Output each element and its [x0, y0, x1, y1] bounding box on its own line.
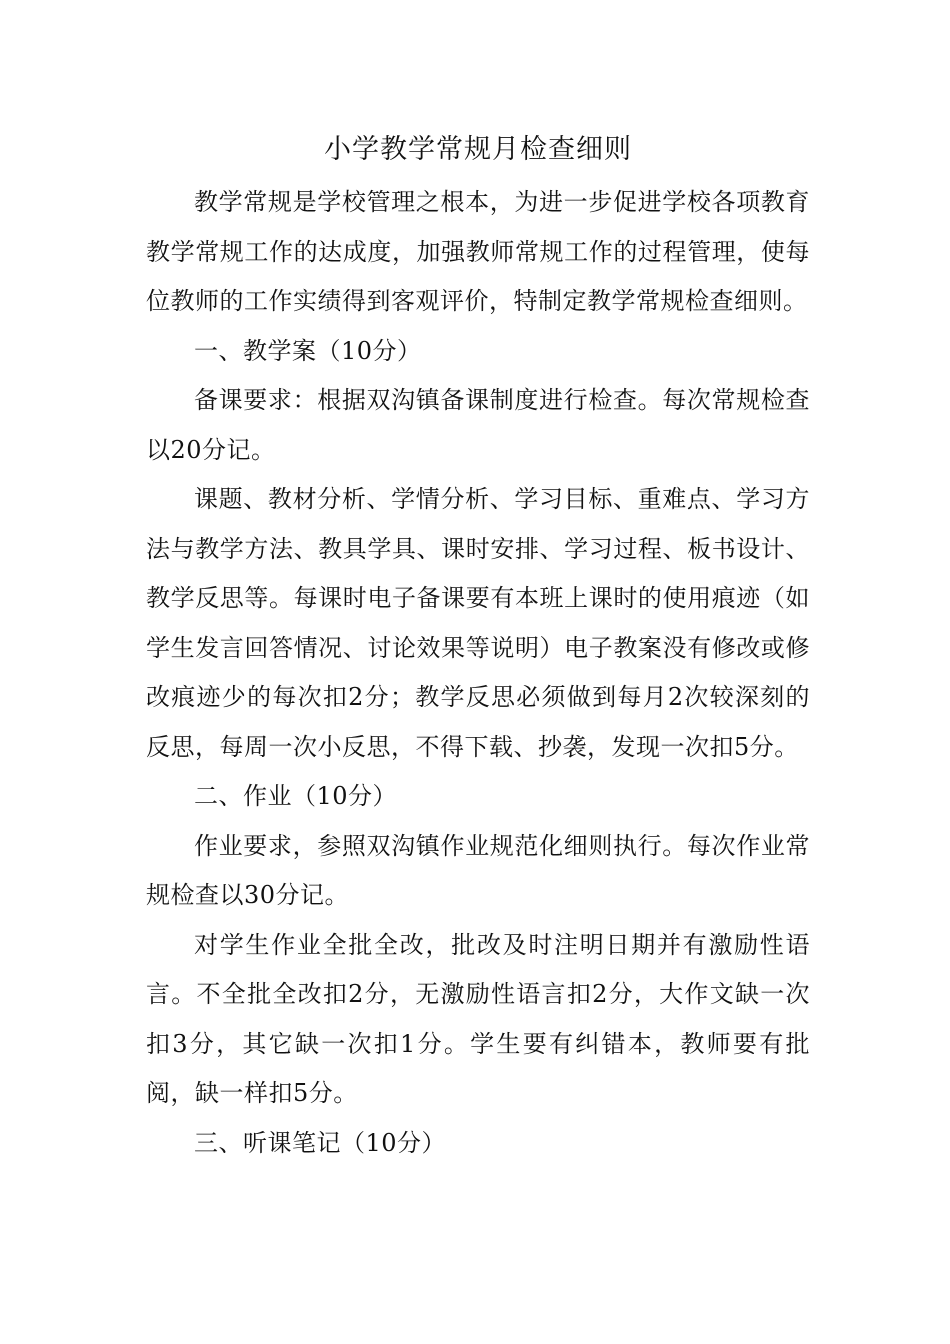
lesson-plan-requirement: 备课要求：根据双沟镇备课制度进行检查。每次常规检查以20分记。 [146, 386, 810, 464]
section-heading-lesson-plan: 一、教学案（10分） [194, 336, 422, 365]
section-heading-lecture-notes: 三、听课笔记（10分） [194, 1128, 447, 1157]
document-page [146, 128, 810, 1168]
section-heading-homework: 二、作业（10分） [194, 782, 398, 810]
intro-paragraph: 教学常规是学校管理之根本，为进一步促进学校各项教育教学常规工作的达成度，加强教师常规工作的过程管理，使每位教师的工作实绩得到客观评价，特制定教学常规检查细则。 [146, 188, 810, 315]
document-title: 小学教学常规月检查细则 [324, 134, 632, 165]
homework-details: 对学生作业全批全改，批改及时注明日期并有激励性语言。不全批全改扣2分，无激励性语言扣2分，大作文缺一次扣3分，其它缺一次扣1分。学生要有纠错本，教师要有批阅，缺一样扣5分。 [146, 930, 810, 1107]
lesson-plan-details: 课题、教材分析、学情分析、学习目标、重难点、学习方法与教学方法、教具学具、课时安排、学习过程、板书设计、教学反思等。每课时电子备课要有本班上课时的使用痕迹（如学生发言回答情况、讨论效果等说明）电子教案没有修改或修改痕迹少的每次扣2分；教学反思必须做到每月2次较深刻的反思，每周一次小反思，不得下载、抄袭，发现一次扣5分。 [146, 485, 810, 761]
homework-requirement: 作业要求，参照双沟镇作业规范化细则执行。每次作业常规检查以30分记。 [146, 831, 810, 909]
